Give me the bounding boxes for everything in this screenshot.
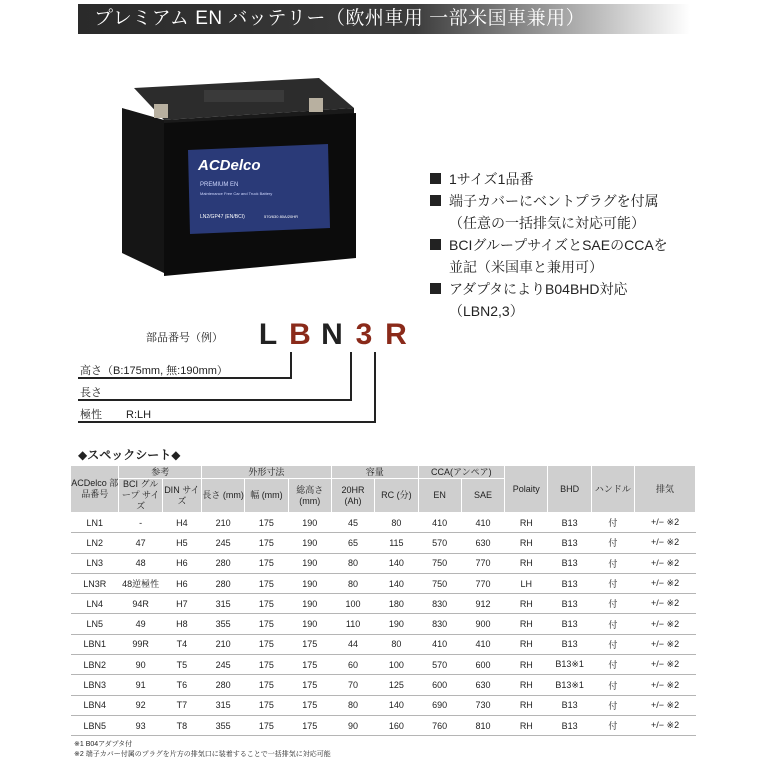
table-cell: +/− ※2 bbox=[635, 553, 696, 573]
table-cell: +/− ※2 bbox=[635, 573, 696, 593]
table-cell: 175 bbox=[245, 634, 288, 654]
table-cell: 付 bbox=[591, 553, 634, 573]
table-cell: 175 bbox=[288, 675, 331, 695]
battery-model: LN2/GP47 (EN/BCI) bbox=[200, 214, 245, 220]
table-cell: 912 bbox=[461, 594, 504, 614]
table-cell: 93 bbox=[119, 715, 162, 735]
table-cell: B13 bbox=[548, 715, 591, 735]
table-cell: +/− ※2 bbox=[635, 655, 696, 675]
battery-line2: Maintenance Free Car and Truck Battery bbox=[200, 191, 273, 196]
table-cell: 160 bbox=[375, 715, 418, 735]
pn-letter: L bbox=[258, 318, 282, 351]
table-row bbox=[71, 675, 696, 695]
table-cell: LN2 bbox=[71, 533, 119, 553]
table-cell: B13※1 bbox=[548, 655, 591, 675]
table-cell: 140 bbox=[375, 553, 418, 573]
table-cell: 175 bbox=[245, 614, 288, 634]
table-cell: LBN1 bbox=[71, 634, 119, 654]
table-cell: 175 bbox=[245, 695, 288, 715]
pn-letter: B bbox=[289, 318, 315, 351]
table-cell: 48逆極性 bbox=[119, 573, 162, 593]
table-cell: 190 bbox=[288, 573, 331, 593]
table-cell: H4 bbox=[162, 513, 201, 533]
table-cell: 80 bbox=[331, 553, 374, 573]
table-cell: T4 bbox=[162, 634, 201, 654]
table-cell: H6 bbox=[162, 553, 201, 573]
table-cell: 315 bbox=[201, 695, 244, 715]
table-cell: B13 bbox=[548, 553, 591, 573]
table-cell: 付 bbox=[591, 695, 634, 715]
header-length: 長さ (mm) bbox=[201, 479, 244, 513]
table-cell: 60 bbox=[331, 655, 374, 675]
footnote: ※2 端子カバー付属のプラグを片方の排気口に装着することで一括排気に対応可能 bbox=[74, 751, 331, 758]
table-cell: 245 bbox=[201, 655, 244, 675]
table-cell: 80 bbox=[375, 634, 418, 654]
table-cell: T7 bbox=[162, 695, 201, 715]
footnote: ※1 B04アダプタ付 bbox=[74, 741, 133, 748]
table-cell: 94R bbox=[119, 594, 162, 614]
table-cell: 410 bbox=[418, 513, 461, 533]
table-cell: 100 bbox=[331, 594, 374, 614]
table-cell: LN4 bbox=[71, 594, 119, 614]
header-polarity: Polaity bbox=[505, 466, 548, 513]
pn-letter: 3 bbox=[355, 318, 377, 351]
table-cell: 80 bbox=[375, 513, 418, 533]
table-cell: 付 bbox=[591, 634, 634, 654]
table-cell: +/− ※2 bbox=[635, 594, 696, 614]
spec-table-body bbox=[71, 513, 696, 736]
table-cell: LH bbox=[505, 573, 548, 593]
table-cell: 付 bbox=[591, 614, 634, 634]
table-cell: B13 bbox=[548, 614, 591, 634]
table-cell: 115 bbox=[375, 533, 418, 553]
table-cell: 190 bbox=[288, 553, 331, 573]
table-cell: +/− ※2 bbox=[635, 533, 696, 553]
table-cell: LBN3 bbox=[71, 675, 119, 695]
table-cell: H8 bbox=[162, 614, 201, 634]
table-cell: 99R bbox=[119, 634, 162, 654]
table-cell: LBN2 bbox=[71, 655, 119, 675]
table-cell: 140 bbox=[375, 573, 418, 593]
table-cell: +/− ※2 bbox=[635, 634, 696, 654]
table-cell: 175 bbox=[245, 655, 288, 675]
pn-letter: R bbox=[385, 318, 411, 351]
table-cell: 47 bbox=[119, 533, 162, 553]
table-cell: RH bbox=[505, 634, 548, 654]
table-cell: H5 bbox=[162, 533, 201, 553]
header-part: ACDelco 部品番号 bbox=[71, 466, 119, 513]
table-cell: LN3R bbox=[71, 573, 119, 593]
table-cell: RH bbox=[505, 533, 548, 553]
table-cell: 730 bbox=[461, 695, 504, 715]
attr-polarity: 極性 R:LH bbox=[80, 409, 152, 421]
table-cell: T5 bbox=[162, 655, 201, 675]
table-cell: 付 bbox=[591, 715, 634, 735]
table-cell: 770 bbox=[461, 573, 504, 593]
header-handle: ハンドル bbox=[591, 466, 634, 513]
spec-table bbox=[70, 465, 696, 736]
table-row bbox=[71, 513, 696, 533]
spec-sheet-title: ◆スペックシート◆ bbox=[78, 448, 181, 462]
table-cell: 110 bbox=[331, 614, 374, 634]
group-header-dims: 外形寸法 bbox=[201, 466, 331, 479]
table-row bbox=[71, 634, 696, 654]
battery-specs: 570/630 80A/20HR bbox=[264, 214, 299, 219]
table-cell: 49 bbox=[119, 614, 162, 634]
feature-item: 1サイズ1品番 bbox=[430, 168, 730, 190]
header-rc: RC (分) bbox=[375, 479, 418, 513]
table-cell: 280 bbox=[201, 573, 244, 593]
table-cell: 190 bbox=[288, 614, 331, 634]
table-row bbox=[71, 695, 696, 715]
table-cell: RH bbox=[505, 513, 548, 533]
header-height: 総高さ (mm) bbox=[288, 479, 331, 513]
table-cell: 810 bbox=[461, 715, 504, 735]
table-cell: 245 bbox=[201, 533, 244, 553]
table-cell: B13 bbox=[548, 573, 591, 593]
table-cell: T6 bbox=[162, 675, 201, 695]
table-cell: 630 bbox=[461, 533, 504, 553]
table-cell: 65 bbox=[331, 533, 374, 553]
header-bhd: BHD bbox=[548, 466, 591, 513]
table-cell: RH bbox=[505, 655, 548, 675]
table-cell: 690 bbox=[418, 695, 461, 715]
table-cell: T8 bbox=[162, 715, 201, 735]
table-cell: B13※1 bbox=[548, 675, 591, 695]
battery-brand: ACDelco bbox=[198, 157, 261, 174]
table-cell: +/− ※2 bbox=[635, 715, 696, 735]
table-cell: +/− ※2 bbox=[635, 513, 696, 533]
table-cell: 750 bbox=[418, 553, 461, 573]
table-row bbox=[71, 533, 696, 553]
table-cell: - bbox=[119, 513, 162, 533]
table-cell: 付 bbox=[591, 594, 634, 614]
table-cell: 44 bbox=[331, 634, 374, 654]
table-row bbox=[71, 655, 696, 675]
table-cell: 190 bbox=[375, 614, 418, 634]
table-cell: 175 bbox=[245, 573, 288, 593]
table-cell: 175 bbox=[245, 533, 288, 553]
table-cell: 760 bbox=[418, 715, 461, 735]
table-cell: +/− ※2 bbox=[635, 614, 696, 634]
table-cell: 180 bbox=[375, 594, 418, 614]
part-number-label: 部品番号（例） bbox=[146, 332, 223, 344]
table-cell: 830 bbox=[418, 614, 461, 634]
table-cell: 140 bbox=[375, 695, 418, 715]
table-cell: 175 bbox=[245, 715, 288, 735]
table-cell: 750 bbox=[418, 573, 461, 593]
table-row bbox=[71, 594, 696, 614]
table-row bbox=[71, 614, 696, 634]
table-cell: RH bbox=[505, 553, 548, 573]
table-cell: LN1 bbox=[71, 513, 119, 533]
table-cell: LN5 bbox=[71, 614, 119, 634]
table-cell: 570 bbox=[418, 533, 461, 553]
attr-length: 長さ bbox=[80, 387, 102, 399]
header-sae: SAE bbox=[461, 479, 504, 513]
table-cell: 315 bbox=[201, 594, 244, 614]
feature-item: 端子カバーにベントプラグを付属 （任意の一括排気に対応可能） bbox=[430, 190, 730, 234]
table-cell: 91 bbox=[119, 675, 162, 695]
table-cell: 410 bbox=[418, 634, 461, 654]
table-cell: RH bbox=[505, 695, 548, 715]
table-cell: 175 bbox=[288, 655, 331, 675]
table-cell: 410 bbox=[461, 634, 504, 654]
table-cell: +/− ※2 bbox=[635, 675, 696, 695]
table-cell: 80 bbox=[331, 695, 374, 715]
table-cell: B13 bbox=[548, 695, 591, 715]
table-cell: 190 bbox=[288, 533, 331, 553]
header-20hr: 20HR (Ah) bbox=[331, 479, 374, 513]
table-cell: 48 bbox=[119, 553, 162, 573]
table-cell: 630 bbox=[461, 675, 504, 695]
table-row bbox=[71, 553, 696, 573]
table-cell: RH bbox=[505, 715, 548, 735]
feature-item: BCIグループサイズとSAEのCCAを 並記（米国車と兼用可） bbox=[430, 234, 730, 278]
table-cell: 830 bbox=[418, 594, 461, 614]
table-cell: 付 bbox=[591, 533, 634, 553]
table-cell: 190 bbox=[288, 513, 331, 533]
banner-title: プレミアム EN バッテリー（欧州車用 一部米国車兼用） bbox=[78, 4, 690, 34]
group-header-cca: CCA(アンペア) bbox=[418, 466, 505, 479]
table-cell: 175 bbox=[245, 594, 288, 614]
table-cell: 付 bbox=[591, 655, 634, 675]
table-cell: LBN4 bbox=[71, 695, 119, 715]
table-cell: 125 bbox=[375, 675, 418, 695]
table-cell: 570 bbox=[418, 655, 461, 675]
table-cell: 210 bbox=[201, 513, 244, 533]
table-cell: B13 bbox=[548, 533, 591, 553]
table-cell: H6 bbox=[162, 573, 201, 593]
table-cell: 175 bbox=[288, 695, 331, 715]
table-cell: 175 bbox=[288, 715, 331, 735]
table-cell: +/− ※2 bbox=[635, 695, 696, 715]
table-row bbox=[71, 715, 696, 735]
footnotes bbox=[74, 740, 331, 760]
header-din: DIN サイズ bbox=[162, 479, 201, 513]
table-cell: 付 bbox=[591, 675, 634, 695]
header-en: EN bbox=[418, 479, 461, 513]
table-cell: 900 bbox=[461, 614, 504, 634]
table-cell: 付 bbox=[591, 513, 634, 533]
table-cell: RH bbox=[505, 614, 548, 634]
table-row bbox=[71, 573, 696, 593]
table-cell: 770 bbox=[461, 553, 504, 573]
header-vent: 排気 bbox=[635, 466, 696, 513]
group-header-capacity: 容量 bbox=[331, 466, 418, 479]
table-cell: H7 bbox=[162, 594, 201, 614]
table-cell: 355 bbox=[201, 614, 244, 634]
table-cell: LN3 bbox=[71, 553, 119, 573]
table-cell: 190 bbox=[288, 594, 331, 614]
table-cell: 175 bbox=[245, 513, 288, 533]
feature-item: アダプタによりB04BHD対応 （LBN2,3） bbox=[430, 278, 730, 322]
table-cell: 45 bbox=[331, 513, 374, 533]
header-width: 幅 (mm) bbox=[245, 479, 288, 513]
table-cell: 175 bbox=[245, 553, 288, 573]
table-cell: 100 bbox=[375, 655, 418, 675]
table-cell: 600 bbox=[418, 675, 461, 695]
table-cell: B13 bbox=[548, 594, 591, 614]
table-cell: 175 bbox=[245, 675, 288, 695]
table-cell: 80 bbox=[331, 573, 374, 593]
table-cell: 92 bbox=[119, 695, 162, 715]
table-cell: RH bbox=[505, 594, 548, 614]
table-cell: 90 bbox=[331, 715, 374, 735]
battery-line1: PREMIUM EN bbox=[200, 182, 239, 188]
table-cell: RH bbox=[505, 675, 548, 695]
table-cell: 410 bbox=[461, 513, 504, 533]
pn-letter: N bbox=[321, 318, 347, 351]
table-cell: B13 bbox=[548, 634, 591, 654]
header-bci: BCI グループ サイズ bbox=[119, 479, 162, 513]
table-cell: 70 bbox=[331, 675, 374, 695]
table-cell: 付 bbox=[591, 573, 634, 593]
table-cell: 280 bbox=[201, 553, 244, 573]
table-cell: LBN5 bbox=[71, 715, 119, 735]
table-cell: 600 bbox=[461, 655, 504, 675]
table-cell: 90 bbox=[119, 655, 162, 675]
table-cell: 280 bbox=[201, 675, 244, 695]
attr-height: 高さ（B:175mm, 無:190mm） bbox=[80, 365, 228, 377]
table-cell: 175 bbox=[288, 634, 331, 654]
table-cell: 210 bbox=[201, 634, 244, 654]
table-cell: 355 bbox=[201, 715, 244, 735]
group-header-ref: 参考 bbox=[119, 466, 202, 479]
table-cell: B13 bbox=[548, 513, 591, 533]
